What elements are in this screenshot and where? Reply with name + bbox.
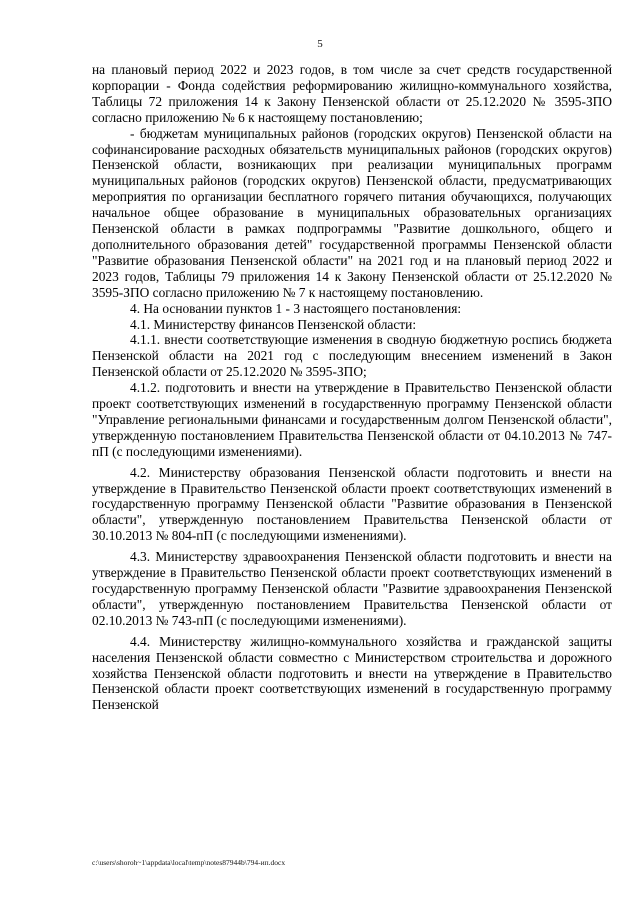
paragraph-continuation: на плановый период 2022 и 2023 годов, в том числе за счет средств государственной корпорации - Фонда содействия реформированию жилищно-коммунального хозяйства, Таблицы 72 приложения 14 к Закону Пензенской области от 25.12.2020 № 3595-ЗПО согласно приложению № 6 к настоящему постановлению; (92, 62, 612, 125)
paragraph-item-4-1-2: 4.1.2. подготовить и внести на утверждение в Правительство Пензенской области проект соответствующих изменений в государственную программу Пензенской области "Управление региональными финансами и государственным долгом Пензенской области", утвержденную постановлением Правительства Пензенской области от 04.10.2013 № 747-пП (с последующими изменениями). (92, 380, 612, 459)
paragraph-item-4-2: 4.2. Министерству образования Пензенской области подготовить и внести на утверждение в Правительство Пензенской области проект соответствующих изменений в государственную программу Пензенской области "Развитие образования в Пензенской области", утвержденную постановлением Правительства Пензенской области от 30.10.2013 № 804-пП (с последующими изменениями). (92, 464, 612, 544)
document-body (92, 62, 612, 713)
page-number: 5 (317, 38, 323, 50)
paragraph-municipal-budgets: - бюджетам муниципальных районов (городских округов) Пензенской области на софинансирование расходных обязательств муниципальных районов (городских округов) Пензенской области, возникающих при реализации муниципальных программ муниципальных районов (городских округов) Пензенской области, предусматривающих мероприятия по организации бесплатного горячего питания обучающихся, получающих начальное общее образование в муниципальных образовательных организациях Пензенской области в рамках подпрограммы "Развитие дошкольного, общего и дополнительного образования детей" государственной программы Пензенской области "Развитие образования Пензенской области" на 2021 год и на плановый период 2022 и 2023 годов, Таблицы 79 приложения 14 к Закону Пензенской области от 25.12.2020 № 3595-ЗПО согласно приложению № 7 к настоящему постановлению. (92, 125, 612, 300)
footer-file-path: c:\users\shoroh~1\appdata\local\temp\notes87944b\794-ип.docx (92, 858, 286, 867)
paragraph-item-4: 4. На основании пунктов 1 - 3 настоящего постановления: (130, 300, 462, 316)
paragraph-item-4-1: 4.1. Министерству финансов Пензенской области: (130, 316, 417, 332)
paragraph-item-4-3: 4.3. Министерству здравоохранения Пензенской области подготовить и внести на утверждение в Правительство Пензенской области проект соответствующих изменений в государственную программу Пензенской области "Развитие здравоохранения Пензенской области", утвержденную постановлением Правительства Пензенской области от 02.10.2013 № 743-пП (с последующими изменениями). (92, 549, 612, 628)
paragraph-item-4-1-1: 4.1.1. внести соответствующие изменения в сводную бюджетную роспись бюджета Пензенской области на 2021 год с последующим внесением изменений в Закон Пензенской области от 25.12.2020 № 3595-ЗПО; (92, 332, 612, 380)
paragraph-item-4-4: 4.4. Министерству жилищно-коммунального хозяйства и гражданской защиты населения Пензенской области совместно с Министерством строительства и дорожного хозяйства Пензенской области подготовить и внести на утверждение в Правительство Пензенской области проект соответствующих изменений в государственную программу Пензенской (92, 633, 612, 713)
